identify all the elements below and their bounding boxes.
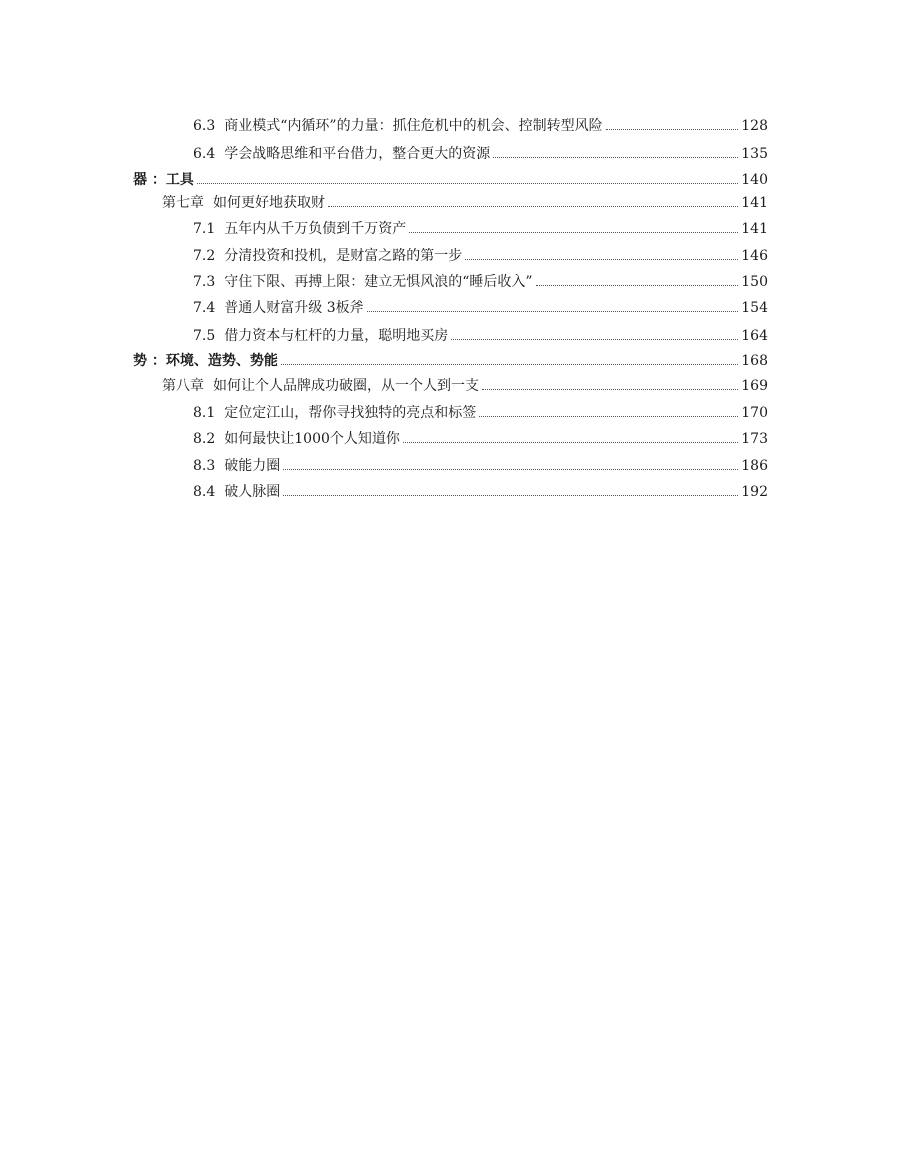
toc-chapter-entry[interactable] [162, 377, 768, 395]
entry-page-number: 140 [741, 172, 768, 188]
toc-entry[interactable] [193, 145, 768, 163]
entry-title: 破人脉圈 [224, 484, 281, 500]
toc-part-entry[interactable] [133, 352, 768, 370]
toc-entry[interactable] [193, 457, 768, 475]
part-title: 器 ：工具 [133, 172, 194, 188]
entry-title: 守住下限、再搏上限：建立无惧风浪的“睡后收入” [224, 274, 533, 290]
toc-entry[interactable] [193, 299, 768, 317]
entry-number: 8.2 [193, 431, 216, 447]
entry-title: 如何最快让1000个人知道你 [224, 431, 400, 447]
entry-page-number: 150 [741, 274, 768, 290]
entry-page-number: 192 [741, 484, 768, 500]
dot-leader [536, 285, 739, 286]
entry-title: 分清投资和投机，是财富之路的第一步 [224, 248, 463, 264]
entry-page-number: 146 [741, 248, 768, 264]
dot-leader [367, 311, 739, 312]
entry-page-number: 141 [741, 221, 768, 237]
dot-leader [283, 469, 738, 470]
entry-page-number: 164 [741, 328, 768, 344]
entry-page-number: 154 [741, 300, 768, 316]
toc-entry[interactable] [193, 247, 768, 265]
entry-number: 7.4 [193, 300, 216, 316]
dot-leader [482, 389, 738, 390]
entry-number: 6.4 [193, 146, 216, 162]
entry-title: 五年内从千万负债到千万资产 [224, 221, 407, 237]
entry-page-number: 169 [741, 378, 768, 394]
entry-page-number: 128 [741, 118, 768, 134]
dot-leader [409, 232, 738, 233]
toc-entry[interactable] [193, 430, 768, 448]
chapter-title: 如何更好地获取财 [213, 195, 325, 211]
entry-title: 定位定江山，帮你寻找独特的亮点和标签 [224, 405, 477, 421]
dot-leader [403, 442, 738, 443]
entry-number: 7.2 [193, 248, 216, 264]
dot-leader [479, 416, 738, 417]
toc-entry[interactable] [193, 483, 768, 501]
toc-entry[interactable] [193, 117, 768, 135]
entry-title: 商业模式“内循环”的力量：抓住危机中的机会、控制转型风险 [224, 118, 603, 134]
dot-leader [197, 183, 738, 184]
chapter-number: 第八章 [162, 378, 204, 394]
entry-number: 7.1 [193, 221, 216, 237]
entry-page-number: 141 [741, 195, 768, 211]
dot-leader [451, 339, 738, 340]
entry-number: 8.4 [193, 484, 216, 500]
dot-leader [465, 259, 738, 260]
dot-leader [328, 206, 738, 207]
entry-page-number: 170 [741, 405, 768, 421]
toc-part-entry[interactable] [133, 171, 768, 189]
entry-page-number: 135 [741, 146, 768, 162]
chapter-number: 第七章 [162, 195, 204, 211]
entry-title: 普通人财富升级 3板斧 [224, 300, 364, 316]
toc-entry[interactable] [193, 327, 768, 345]
entry-number: 7.3 [193, 274, 216, 290]
dot-leader [283, 495, 738, 496]
toc-entry[interactable] [193, 220, 768, 238]
dot-leader [606, 129, 739, 130]
entry-number: 7.5 [193, 328, 216, 344]
toc-chapter-entry[interactable] [162, 194, 768, 212]
entry-page-number: 168 [741, 353, 768, 369]
toc-entry[interactable] [193, 273, 768, 291]
entry-title: 借力资本与杠杆的力量，聪明地买房 [224, 328, 449, 344]
toc-entry[interactable] [193, 404, 768, 422]
entry-title: 破能力圈 [224, 458, 281, 474]
entry-page-number: 186 [741, 458, 768, 474]
entry-number: 8.1 [193, 405, 216, 421]
entry-title: 学会战略思维和平台借力，整合更大的资源 [224, 146, 491, 162]
entry-number: 6.3 [193, 118, 216, 134]
dot-leader [281, 364, 738, 365]
chapter-title: 如何让个人品牌成功破圈，从一个人到一支 [213, 378, 479, 394]
part-title: 势 ：环境、造势、势能 [133, 353, 278, 369]
entry-page-number: 173 [741, 431, 768, 447]
entry-number: 8.3 [193, 458, 216, 474]
dot-leader [493, 157, 738, 158]
